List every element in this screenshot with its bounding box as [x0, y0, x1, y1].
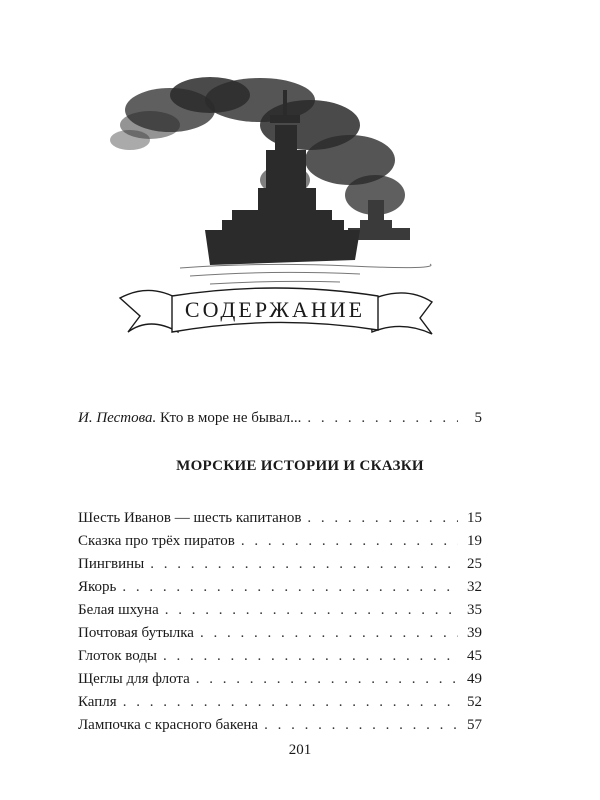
dot-leader — [200, 625, 458, 642]
toc-entry[interactable] — [78, 694, 482, 717]
section-title: МОРСКИЕ ИСТОРИИ И СКАЗКИ — [176, 458, 424, 474]
toc-entry[interactable] — [78, 533, 482, 556]
toc-entry[interactable] — [78, 625, 482, 648]
toc-entry-title: Лампочка с красного бакена — [78, 717, 259, 733]
warships-illustration — [110, 70, 440, 360]
toc-entry-page: 39 — [467, 625, 482, 641]
toc-entry[interactable] — [78, 602, 482, 625]
intro-entry[interactable] — [78, 410, 482, 427]
toc-entry[interactable] — [78, 671, 482, 694]
dot-leader — [150, 556, 458, 573]
toc-entry-page: 45 — [467, 648, 482, 664]
intro-page: 5 — [474, 410, 482, 426]
toc-entry-title: Белая шхуна — [78, 602, 159, 618]
toc-entry-title: Якорь — [78, 579, 117, 595]
dot-leader — [122, 579, 458, 596]
toc-entry-page: 35 — [467, 602, 482, 618]
dot-leader — [264, 717, 458, 734]
toc-entry-title: Шесть Иванов — шесть капитанов — [78, 510, 302, 526]
toc-entry[interactable] — [78, 579, 482, 602]
toc-entry-page: 57 — [467, 717, 482, 733]
toc-entry-page: 32 — [467, 579, 482, 595]
dot-leader — [165, 602, 458, 619]
toc-entry-page: 19 — [467, 533, 482, 549]
dot-leader — [163, 648, 458, 665]
toc-entry[interactable] — [78, 510, 482, 533]
toc-entry-title: Почтовая бутылка — [78, 625, 194, 641]
toc-entry-title: Сказка про трёх пиратов — [78, 533, 235, 549]
toc-entry-title: Капля — [78, 694, 117, 710]
page-number: 201 — [288, 742, 312, 758]
toc-entry-page: 49 — [467, 671, 482, 687]
toc-entry-page: 15 — [467, 510, 482, 526]
contents-heading: СОДЕРЖАНИЕ — [184, 297, 366, 322]
toc-list — [78, 510, 482, 740]
dot-leader — [307, 410, 458, 427]
sea-waves — [180, 264, 431, 284]
intro-author: И. Пестова. — [78, 410, 157, 426]
toc-entry-title: Щеглы для флота — [78, 671, 190, 687]
toc-entry[interactable] — [78, 648, 482, 671]
dot-leader — [123, 694, 458, 711]
toc-entry-page: 25 — [467, 556, 482, 572]
toc-entry-title: Глоток воды — [78, 648, 157, 664]
intro-entry-title — [78, 410, 301, 427]
toc-entry[interactable] — [78, 717, 482, 740]
intro-title: Кто в море не бывал... — [160, 410, 302, 426]
dot-leader — [307, 510, 458, 527]
smoke-cloud — [110, 77, 405, 215]
toc-entry-title: Пингвины — [78, 556, 145, 572]
dot-leader — [196, 671, 458, 688]
toc-entry[interactable] — [78, 556, 482, 579]
dot-leader — [241, 533, 458, 550]
toc-entry-page: 52 — [467, 694, 482, 710]
